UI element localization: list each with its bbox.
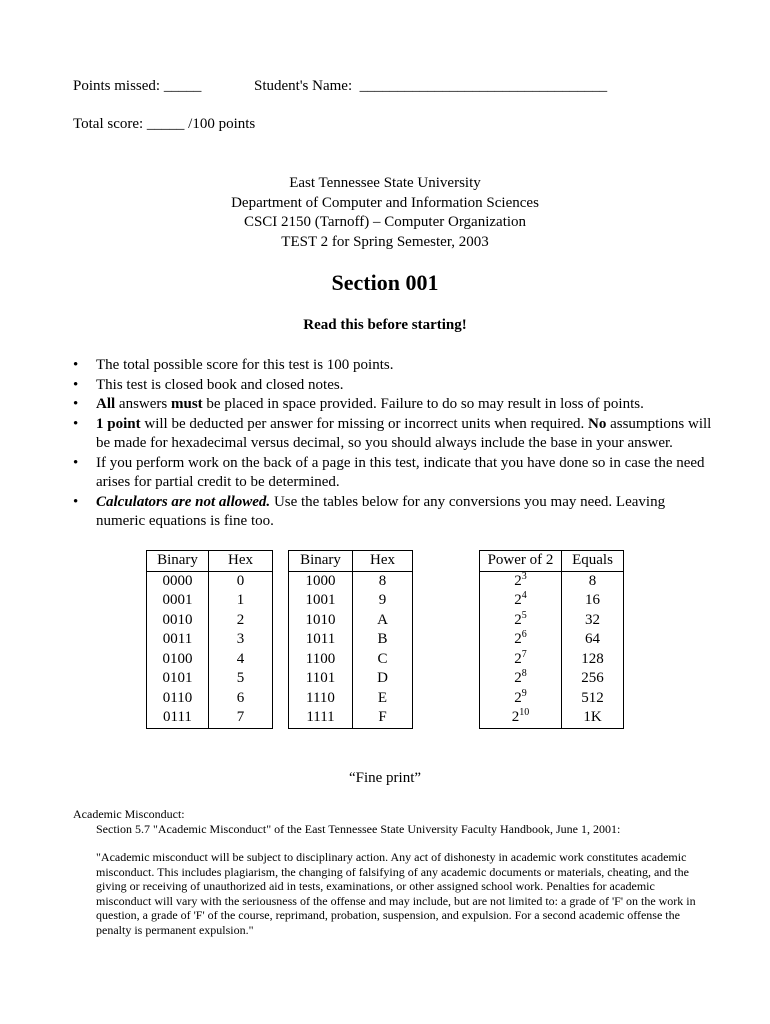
rule-text: 1 point xyxy=(96,415,141,432)
power-exponent: 4 xyxy=(521,590,527,602)
rule-text: assumptions will be made for hexadecimal versus decimal, so you should always include the base in your answer. xyxy=(96,415,712,451)
binary-cell: 1101 xyxy=(289,669,353,689)
power-cell xyxy=(480,630,562,650)
rule-text: No xyxy=(587,415,607,432)
power-cell xyxy=(480,571,562,591)
hex-cell: 1 xyxy=(209,591,273,611)
power-base: 2 xyxy=(514,631,522,648)
column-header: Hex xyxy=(353,551,413,572)
equals-cell: 16 xyxy=(562,591,624,611)
power-exponent: 6 xyxy=(521,629,527,641)
section-title: Section 001 xyxy=(331,270,439,295)
binary-cell: 0110 xyxy=(147,689,209,709)
test-name: TEST 2 for Spring Semester, 2003 xyxy=(281,233,489,250)
binary-cell: 1100 xyxy=(289,650,353,670)
binary-cell: 1010 xyxy=(289,611,353,631)
bullet-icon: • xyxy=(73,415,79,432)
table-row xyxy=(147,650,273,670)
misconduct-citation: Section 5.7 "Academic Misconduct" of the East Tennessee State University Faculty Handbook, June 1, 2001: xyxy=(96,822,621,836)
rule-item xyxy=(73,415,713,454)
binary-cell: 1000 xyxy=(289,571,353,591)
column-header: Binary xyxy=(147,551,209,572)
power-base: 2 xyxy=(514,572,522,589)
hex-cell: C xyxy=(353,650,413,670)
table-row xyxy=(147,571,273,591)
bullet-icon: • xyxy=(73,376,79,393)
power-cell xyxy=(480,708,562,728)
title-block xyxy=(0,174,770,252)
table-row xyxy=(480,630,624,650)
column-header: Equals xyxy=(562,551,624,572)
binary-cell: 0010 xyxy=(147,611,209,631)
rule-text: Calculators are not allowed. xyxy=(96,493,271,510)
bullet-icon: • xyxy=(73,454,79,471)
points-missed-field: Points missed: _____ xyxy=(73,78,202,94)
table-row xyxy=(147,689,273,709)
power-base: 2 xyxy=(514,650,522,667)
bullet-icon: • xyxy=(73,493,79,510)
hex-cell: 6 xyxy=(209,689,273,709)
table-row xyxy=(480,650,624,670)
power-cell xyxy=(480,669,562,689)
table-row xyxy=(289,611,413,631)
equals-cell: 512 xyxy=(562,689,624,709)
rule-item xyxy=(73,356,713,376)
bullet-icon: • xyxy=(73,396,79,412)
table-row xyxy=(289,689,413,709)
hex-cell: 0 xyxy=(209,571,273,591)
table-row xyxy=(480,689,624,709)
power-base: 2 xyxy=(511,709,520,726)
binary-hex-table-2 xyxy=(288,550,413,729)
table-row xyxy=(480,708,624,728)
binary-cell: 1001 xyxy=(289,591,353,611)
rule-text: This test is closed book and closed notes. xyxy=(96,376,344,393)
table-row xyxy=(289,669,413,689)
rule-text: The total possible score for this test is 100 points. xyxy=(96,357,394,373)
binary-hex-table-1 xyxy=(146,550,273,729)
binary-cell: 1111 xyxy=(289,708,353,728)
power-base: 2 xyxy=(514,670,522,687)
powers-of-two-table xyxy=(479,550,624,729)
binary-cell: 1011 xyxy=(289,630,353,650)
hex-cell: 3 xyxy=(209,630,273,650)
rule-item xyxy=(73,454,713,493)
table-row xyxy=(289,591,413,611)
table-row xyxy=(480,571,624,591)
rule-text: If you perform work on the back of a page in this test, indicate that you have done so in case the need arises for partial credit to be determined. xyxy=(96,454,705,490)
table-row xyxy=(289,650,413,670)
equals-cell: 128 xyxy=(562,650,624,670)
table-row xyxy=(147,591,273,611)
table-row xyxy=(480,669,624,689)
rule-item xyxy=(73,376,713,396)
rule-text: answers xyxy=(115,396,171,412)
misconduct-quote: "Academic misconduct will be subject to disciplinary action. Any act of dishonesty in academic work constitutes academic misconduct. This includes plagiarism, the changing of falsifying of any academic documents or materials, cheating, and the giving or receiving of unauthorized aid in tests, examinations, or other assigned school work. Penalties for academic misconduct will vary with the seriousness of the offense and may include, but are not limited to: a grade of 'F' on the work in question, a grade of 'F' of the course, reprimand, probation, suspension, and expulsion. For a second academic offense the penalty is permanent expulsion." xyxy=(96,850,696,937)
student-name-field: Student's Name: _________________________________ xyxy=(254,78,608,94)
hex-cell: 9 xyxy=(353,591,413,611)
binary-cell: 0101 xyxy=(147,669,209,689)
hex-cell: F xyxy=(353,708,413,728)
binary-cell: 0011 xyxy=(147,630,209,650)
power-exponent: 3 xyxy=(521,570,527,582)
equals-cell: 1K xyxy=(562,708,624,728)
binary-cell: 1110 xyxy=(289,689,353,709)
table-row xyxy=(480,591,624,611)
rule-text: will be deducted per answer for missing or incorrect units when required. xyxy=(140,415,588,432)
equals-cell: 32 xyxy=(562,611,624,631)
rule-text: be placed in space provided. Failure to do so may result in loss of points. xyxy=(202,396,644,412)
hex-cell: 8 xyxy=(353,571,413,591)
power-cell xyxy=(480,591,562,611)
column-header: Binary xyxy=(289,551,353,572)
power-base: 2 xyxy=(514,689,522,706)
table-row xyxy=(289,708,413,728)
table-row xyxy=(480,611,624,631)
table-row xyxy=(289,571,413,591)
hex-cell: B xyxy=(353,630,413,650)
power-base: 2 xyxy=(514,611,522,628)
equals-cell: 64 xyxy=(562,630,624,650)
power-cell xyxy=(480,650,562,670)
rule-text: must xyxy=(171,396,203,412)
power-exponent: 5 xyxy=(521,609,527,621)
table-row xyxy=(147,669,273,689)
department-name: Department of Computer and Information Sciences xyxy=(231,194,539,211)
table-row xyxy=(147,611,273,631)
rule-text: All xyxy=(96,396,116,412)
binary-cell: 0111 xyxy=(147,708,209,728)
fine-print-heading: “Fine print” xyxy=(348,770,422,786)
binary-cell: 0001 xyxy=(147,591,209,611)
table-row xyxy=(289,630,413,650)
equals-cell: 8 xyxy=(562,571,624,591)
hex-cell: E xyxy=(353,689,413,709)
equals-cell: 256 xyxy=(562,669,624,689)
hex-cell: 4 xyxy=(209,650,273,670)
power-exponent: 9 xyxy=(521,687,527,699)
power-exponent: 10 xyxy=(519,707,530,719)
total-score-field: Total score: _____ /100 points xyxy=(73,116,256,132)
rule-item xyxy=(73,493,713,532)
power-cell xyxy=(480,689,562,709)
hex-cell: A xyxy=(353,611,413,631)
misconduct-label: Academic Misconduct: xyxy=(73,807,185,821)
course-name: CSCI 2150 (Tarnoff) – Computer Organization xyxy=(243,214,527,230)
table-row xyxy=(147,630,273,650)
binary-cell: 0000 xyxy=(147,571,209,591)
rule-text: Use the tables below for any conversions you may need. Leaving numeric equations is fine too. xyxy=(96,493,666,529)
hex-cell: 7 xyxy=(209,708,273,728)
power-exponent: 8 xyxy=(521,668,527,680)
hex-cell: 2 xyxy=(209,611,273,631)
hex-cell: 5 xyxy=(209,669,273,689)
power-exponent: 7 xyxy=(521,648,527,660)
university-name: East Tennessee State University xyxy=(289,175,481,191)
read-first-heading: Read this before starting! xyxy=(303,317,467,333)
table-row xyxy=(147,708,273,728)
rule-item xyxy=(73,395,713,415)
bullet-icon: • xyxy=(73,357,79,373)
power-cell xyxy=(480,611,562,631)
hex-cell: D xyxy=(353,669,413,689)
binary-cell: 0100 xyxy=(147,650,209,670)
rules-list xyxy=(73,356,713,532)
column-header: Hex xyxy=(209,551,273,572)
column-header: Power of 2 xyxy=(480,551,562,572)
power-base: 2 xyxy=(514,592,522,609)
